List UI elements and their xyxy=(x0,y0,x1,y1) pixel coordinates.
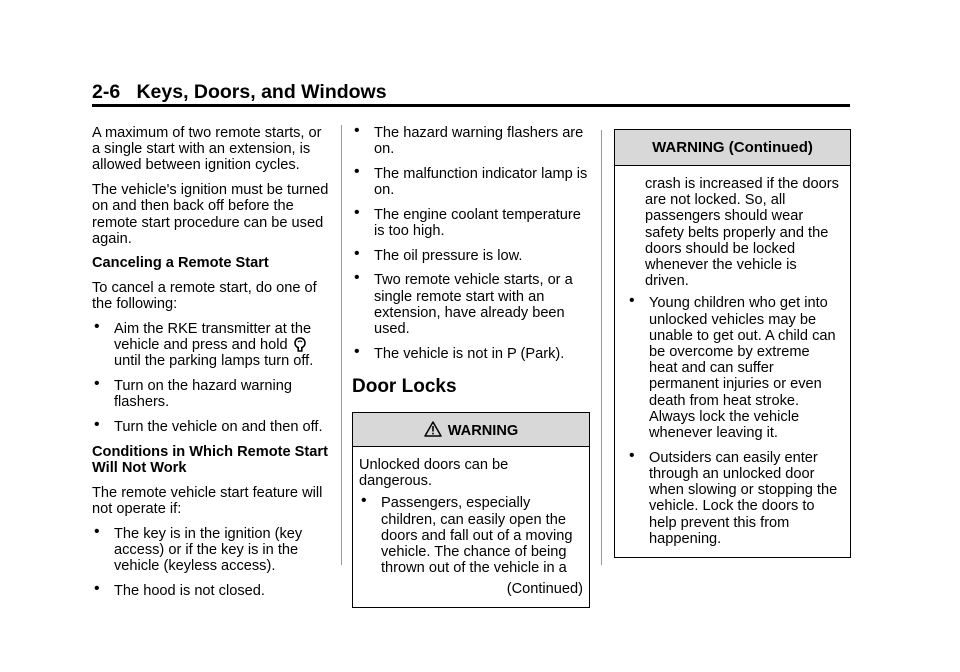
list-item: • The malfunction indicator lamp is on. xyxy=(352,166,590,198)
list-item: • The oil pressure is low. xyxy=(352,248,590,264)
list-item: • Aim the RKE transmitter at the vehicle and press and hold until the parking lamps turn off. xyxy=(92,321,332,370)
conditions-list xyxy=(92,526,332,599)
column-3 xyxy=(614,125,851,558)
remote-start-icon xyxy=(294,337,306,352)
column-2 xyxy=(352,125,590,608)
list-item: • The engine coolant temperature is too high. xyxy=(352,207,590,239)
list-item: • Two remote vehicle starts, or a single remote start with an extension, have already been used. xyxy=(352,272,590,337)
continued-label: (Continued) xyxy=(506,580,583,597)
subheading-conditions: Conditions in Which Remote Start Will Not Work xyxy=(92,443,328,476)
warning-body xyxy=(353,447,589,607)
list-item: • Turn on the hazard warning flashers. xyxy=(92,378,332,410)
paragraph-cancel-intro: To cancel a remote start, do one of the following: xyxy=(92,280,317,313)
conditions-list-continued xyxy=(352,125,590,362)
warning-intro: Unlocked doors can be dangerous. xyxy=(359,456,509,490)
list-item: • Passengers, especially children, can easily open the doors and fall out of a moving vehicle. The chance of being thrown out of the vehicle in a xyxy=(359,495,583,576)
list-item: • The hood is not closed. xyxy=(92,583,332,599)
list-item: • The vehicle is not in P (Park). xyxy=(352,346,590,362)
paragraph-ignition-cycle: The vehicle's ignition must be turned on and then back off before the remote start procedure can be used again. xyxy=(92,182,329,247)
warning-body-continued xyxy=(615,166,850,557)
cancel-list xyxy=(92,321,332,435)
chapter-title: Keys, Doors, and Windows xyxy=(136,81,387,103)
warning-continuation: crash is increased if the doors are not locked. So, all passengers should wear safety belts properly and the doors should be locked whenever the vehicle is driven. xyxy=(645,176,839,290)
paragraph-remote-starts: A maximum of two remote starts, or a single start with an extension, is allowed between ignition cycles. xyxy=(92,125,322,174)
header-rule xyxy=(92,104,850,107)
list-item: • The hazard warning flashers are on. xyxy=(352,125,590,157)
list-item: • Turn the vehicle on and then off. xyxy=(92,419,332,435)
warning-list-continued xyxy=(627,295,842,547)
page-header xyxy=(92,80,850,104)
column-divider-1 xyxy=(341,125,342,565)
column-1 xyxy=(92,125,332,607)
list-item: • Young children who get into unlocked vehicles may be unable to get out. A child can be overcome by extreme heat and can suffer permanent injuries or even death from heat stroke. Always lock the vehicle whenever leaving it. xyxy=(627,295,842,441)
page-title xyxy=(92,80,850,104)
warning-box-continued xyxy=(614,129,851,558)
list-item: • Outsiders can easily enter through an unlocked door when slowing or stopping the vehicle. Lock the doors to help prevent this from happening. xyxy=(627,450,842,547)
list-item: • The key is in the ignition (key access) or if the key is in the vehicle (keyless access). xyxy=(92,526,332,575)
warning-triangle-icon xyxy=(424,421,442,437)
section-title-door-locks: Door Locks xyxy=(352,375,457,397)
page-number: 2-6 xyxy=(92,81,121,103)
warning-heading-continued: WARNING (Continued) xyxy=(615,130,850,166)
paragraph-conditions-intro: The remote vehicle start feature will not operate if: xyxy=(92,484,323,517)
warning-heading: WARNING xyxy=(353,413,589,447)
warning-list xyxy=(359,495,583,576)
warning-box xyxy=(352,412,590,608)
column-divider-2 xyxy=(601,130,602,565)
subheading-canceling: Canceling a Remote Start xyxy=(92,255,269,272)
